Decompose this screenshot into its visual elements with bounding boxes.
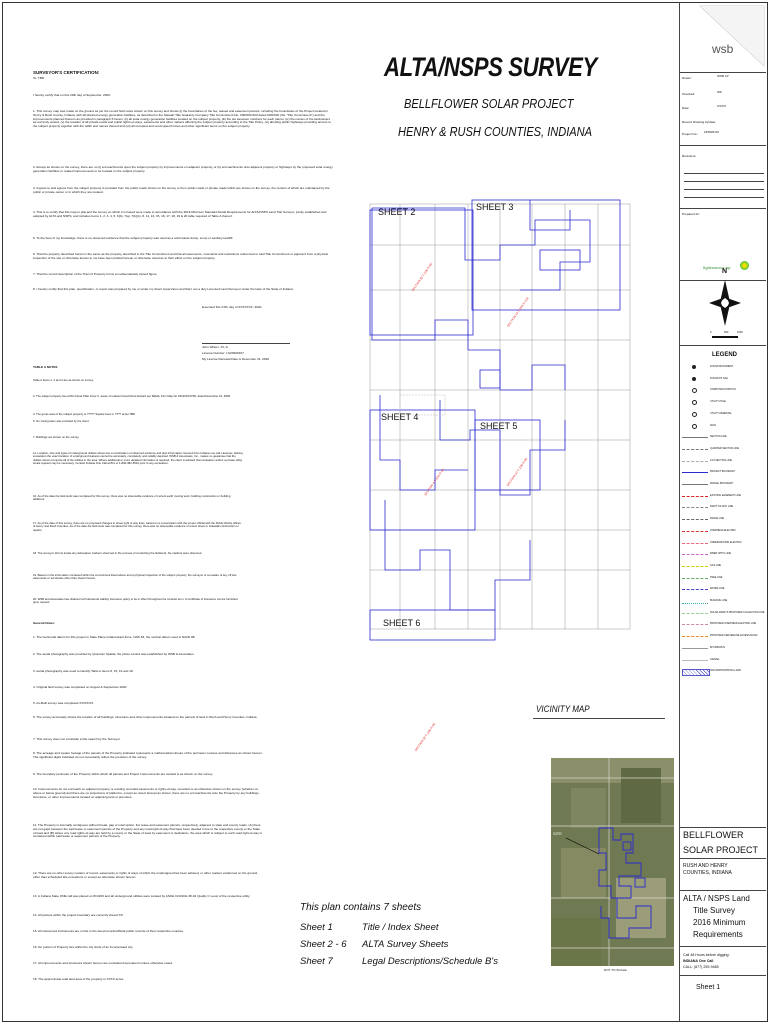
- legend-label: SECTION LINE: [710, 435, 727, 439]
- legend-symbol-icon: [692, 388, 697, 393]
- sheet-row-name: Sheet 7: [300, 956, 333, 967]
- legend-label: GRAVEL: [710, 657, 720, 661]
- legend-item: [682, 669, 766, 677]
- sheet-label: SHEET 6: [383, 618, 421, 628]
- legend-label: GAS LINE: [710, 563, 722, 567]
- sheet-row-name: Sheet 1: [300, 922, 333, 933]
- general-note: 9. The boundary perimeter of the Property within which all parcels and Project Improvements are located is as shown on the survey.: [33, 772, 214, 776]
- legend-item: [682, 529, 766, 537]
- scale-tick: 500: [724, 331, 729, 334]
- scale-tick: 0: [710, 331, 712, 334]
- scale-bar: [712, 336, 725, 338]
- project-no-value: 015828-00: [704, 130, 719, 134]
- general-note: 1. The horizontal datum for this project is State Plane Indiana East Zone, NAD 83, the vertical datum used is NAVD 88.: [33, 635, 196, 639]
- legend-symbol-icon: [682, 507, 708, 508]
- legend-symbol-icon: [682, 484, 708, 485]
- legend-label: RIGHT OF WAY LINE: [710, 505, 734, 509]
- legend-label: SIGN: [710, 423, 716, 427]
- legend-symbol-icon: [692, 412, 697, 417]
- legend-symbol-icon: [682, 660, 708, 661]
- client-logo-text: lightsource bp: [703, 265, 731, 270]
- cert-intro: I hereby certify that on this 29th day of September, 2020:: [33, 93, 111, 97]
- dig-notice: Call 48 Hours before digging:: [683, 953, 730, 957]
- general-note: 17. All improvements and structures shown hereon are considered permanent unless otherwise noted.: [33, 961, 173, 965]
- license-renewal: My License Renewal Date is December 31, 2020: [202, 357, 270, 361]
- table-a-note: Table A Items 1, 2 and 4 are as shown on survey.: [33, 378, 94, 382]
- table-a-note: 19. Based on the information contained within the commitment listed above and a physical inspection of the subject property, the surveyor is not aware of any off site easements or servitudes other than shown hereon.: [33, 573, 237, 581]
- cert-heading: SURVEYOR'S CERTIFICATION:: [33, 70, 100, 75]
- legend-item: [682, 447, 766, 455]
- legend-symbol-icon: [692, 377, 696, 381]
- legend-label: PROPOSED CENTERLINE ACCESS ROAD: [710, 634, 758, 638]
- legend-item: [682, 482, 766, 490]
- legend-label: UTILITY PEDESTAL: [710, 411, 732, 415]
- footer-type-line: Title Survey: [693, 906, 735, 915]
- legend-label: PROPOSED OVERHEAD ELECTRIC LINE: [710, 622, 757, 626]
- vicinity-map: [551, 758, 674, 966]
- legend-label: FIBER OPTIC LINE: [710, 552, 731, 556]
- general-note: 2. The aerial photography was provided by Quantum Spatial, the photo control was established by WSB & Associates.: [33, 652, 195, 656]
- general-note: 11. The Property is internally contiguous without break, gap or interruption. For lease and easement parcels, respectively, adjacent to state and county roads, (A) there are not gaps between the said lease or easement parcels of the Property and any road right-of-way that have been deeded in fee to the respective county or the State of Iowa and (B) where any road rights-of-way are held by a county or the State of Iowa by easement or dedication, the area which is subject to such road right-of-way is contained within said lease or easement parcels of the Property.: [33, 823, 262, 839]
- project-title: BELLFLOWER SOLAR PROJECT: [404, 96, 574, 111]
- legend-item: [682, 576, 766, 584]
- legend-symbol-icon: [682, 519, 708, 520]
- vicinity-scale-note: NOT TO SCALE: [604, 968, 627, 972]
- cert-to: To: TBD: [33, 76, 45, 80]
- legend-item: [682, 646, 766, 654]
- sheet-row-desc: ALTA Survey Sheets: [362, 939, 449, 950]
- wsb-logo-panel: [680, 3, 766, 73]
- legend-item: [682, 435, 766, 443]
- bp-helios-icon: [740, 261, 749, 270]
- record-label: Record Drawing by/date:: [682, 120, 717, 124]
- legend-label: COMPUTED POSITION: [710, 388, 736, 392]
- cert-item-5: 5. To the best of my knowledge, there is no observed evidence that the subject property was used as a solid waste dump, sump or sanitary landfill.: [33, 236, 234, 240]
- legend-symbol-icon: [682, 543, 708, 544]
- general-note: 8. The acreage and square footage of the parcels of the Property indicated represents a mathematical closure of the perimeter courses and distances as shown hereon. The significant digits indicated do not necessarily reflect the precision of the survey.: [33, 751, 263, 759]
- legend-item: [682, 622, 766, 630]
- legend-item: [682, 424, 766, 432]
- footer-project-line2: SOLAR PROJECT: [683, 845, 759, 855]
- vicinity-title: VICINITY MAP: [536, 704, 590, 715]
- legend-item: [682, 634, 766, 642]
- footer-type-line: 2016 Minimum: [693, 918, 746, 927]
- checked-value: WK: [717, 90, 722, 94]
- drawn-value: WSB LP: [717, 74, 729, 78]
- revisions-label: Revisions:: [682, 154, 697, 158]
- footer-type-line: ALTA / NSPS Land: [683, 894, 750, 903]
- legend-item: [682, 365, 766, 373]
- table-a-note: 6. No zoning letter was provided by the client.: [33, 419, 90, 423]
- project-location: HENRY & RUSH COUNTIES, INDIANA: [398, 124, 593, 139]
- legend-label: UTILITY POLE: [710, 400, 726, 404]
- legend-label: PROJECT BOUNDARY: [710, 470, 736, 474]
- legend-symbol-icon: [682, 472, 708, 473]
- road-label: SECTION 10 T-15N R-9E: [505, 456, 529, 488]
- road-label: SECTION 33 T-16N R-9E: [410, 261, 434, 293]
- legend-symbol-icon: [682, 566, 708, 567]
- legend-symbol-icon: [682, 578, 708, 579]
- cert-item-4: 4. This is to certify that this map or plat and the survey on which it is based were made in accordance with the 2016 Minimum Standard Detail Requirements for ALTA/NSPS Land Title Surveys, jointly established and adopted by ALTA and NSPS, and includes Items 1, 2, 3, 4, 5, 6(b), 7(a), 7(b)(1), 8, 11, 13, 15, 16, 17, 18, 19 & 20 table required of Table A thereof.: [33, 210, 327, 218]
- general-note: 4. Original field survey was completed on August & September 2020.: [33, 685, 128, 689]
- legend-heading: LEGEND: [712, 352, 738, 358]
- wsb-logo: wsb: [712, 42, 734, 56]
- table-a-note: 18. The surveyor did not locate any delineation markers observed in the process of conducting the fieldwork. No markers were observed.: [33, 551, 203, 555]
- dig-phone: CALL: (877) 259-9485: [683, 965, 719, 969]
- legend-item: [682, 388, 766, 396]
- general-note: 14. All parcels within the project boundary are currently Zoned XX.: [33, 913, 124, 917]
- cert-item-8: 8. I hereby certify that this plan, specification, or report was prepared by me or under my direct supervision and that I am a duly Licensed Land Surveyor under the laws of the State of Indiana.: [33, 287, 294, 291]
- legend-symbol-icon: [682, 648, 708, 649]
- legend-item: [682, 377, 766, 385]
- general-note: 10. Improvements do not encroach on adjacent property or existing recorded easements or rights-of-way, recorded or as otherwise shown on the survey (whether on, above or below ground) and there are no projections of platforms, except as noted. Except as shown, there are no encroachments onto the Property by any buildings, structures, or other improvements located on adjoining land or premises.: [33, 787, 260, 799]
- general-note: 6. The survey accurately shows the location of all buildings, structures and other improvements situated on the parcels of land in Rush and Henry Counties, Indiana.: [33, 715, 258, 719]
- signature-line: [202, 343, 290, 344]
- legend-symbol-icon: [682, 624, 708, 625]
- road-label: SECTION 33 T-16N R-9E: [413, 721, 437, 753]
- legend-item: [682, 494, 766, 502]
- table-a-note: 7. Buildings are shown on the survey.: [33, 435, 80, 439]
- cert-item-7: 7. That the record description of the Tract of Property forms a mathematically closed figure.: [33, 272, 158, 276]
- legend-symbol-icon: [682, 636, 708, 637]
- cert-item-3: 3. Ingress to and egress from the subject property is provided from the public roads shown on the survey or from public roads or private roads which are shown on the survey, the centers of which are maintained by the public or private owner or in which they are located.: [33, 186, 330, 194]
- cert-executed: Executed this XXth day of XXXXXXX, 2020.: [202, 305, 263, 309]
- sheet-label: SHEET 4: [381, 412, 419, 422]
- legend-symbol-icon: [682, 461, 708, 462]
- table-a-note: 4. The gross area of the subject property is ????? Square Feet or ???? acres TBD: [33, 412, 136, 416]
- legend-label: BITUMINOUS: [710, 645, 726, 649]
- legend-item: [682, 587, 766, 595]
- legend-item: [682, 564, 766, 572]
- legend-item: [682, 599, 766, 607]
- legend-label: FOUND MONUMENT: [710, 365, 734, 368]
- legend-symbol-icon: [682, 601, 708, 604]
- date-value: XX/XX: [717, 104, 727, 108]
- legend-symbol-icon: [692, 400, 697, 405]
- table-a-note: 3. The subject property lies within Flood Plain Zone X, areas of undetermined Flood Hazard per FEMA, Firm Map No 18139C0175D, dated December 16, 2008.: [33, 394, 231, 398]
- footer-type-line: Requirements: [693, 930, 743, 939]
- legend-item: [682, 658, 766, 666]
- table-a-note: 16. As of the date the field work was completed for this survey, there was no observable evidence of current earth moving work, building construction or building additions.: [33, 494, 231, 502]
- north-label: N: [722, 268, 728, 275]
- license-number: License Number: LS20900107: [202, 351, 244, 355]
- prepared-for-label: Prepared for:: [682, 212, 701, 216]
- general-note: 5. As-Built survey was completed XX/XX/XX.: [33, 701, 95, 705]
- legend-label: TREE LINE: [710, 575, 723, 579]
- general-note: 15. All referenced instruments are on file in the deed records/official public records of their respective counties.: [33, 929, 184, 933]
- legend-label: NON-PARTICIPATING LAND: [710, 669, 741, 673]
- legend-symbol-icon: [692, 424, 697, 429]
- table-a-note: 20. WSB and Associates has obtained a Professional Liability Insurance policy to be in effect throughout the contract term. A Certificate of Insurance can be furnished upon request.: [33, 597, 238, 605]
- legend-label: FOUND PK NAIL: [710, 376, 729, 380]
- sheet-row-name: Sheet 2 - 6: [300, 939, 347, 950]
- signer-name: John Wilson, P.L.S.: [202, 345, 229, 349]
- project-no-label: Project No.:: [682, 132, 699, 136]
- legend-symbol-icon: [682, 669, 710, 676]
- legend-item: [682, 517, 766, 525]
- scale-tick: 1000: [737, 331, 743, 334]
- legend-item: [682, 412, 766, 420]
- sheet-label: SHEET 2: [378, 207, 416, 217]
- legend-item: [682, 611, 766, 619]
- cert-item-2: 2. Except as shown on the survey, there are no (i) encroachments upon the subject property by improvements on adjacent property, or (ii) encroachments onto adjacent property or highways by the proposed solar energy generation facilities or related improvements to be located on the subject property.: [33, 165, 333, 173]
- legend-symbol-icon: [682, 496, 708, 497]
- survey-title: ALTA/NSPS SURVEY: [384, 52, 597, 82]
- legend-symbol-icon: [682, 613, 708, 614]
- legend-label: BUILDING LINE: [710, 599, 728, 602]
- legend-item: [682, 400, 766, 408]
- sheet-row-desc: Title / Index Sheet: [362, 922, 439, 933]
- legend-item: [682, 505, 766, 513]
- legend-symbol-icon: [682, 589, 708, 590]
- general-note: 18. The approximate total land area of the property is XXXX acres.: [33, 977, 125, 981]
- legend-symbol-icon: [682, 531, 708, 532]
- road-label: SECTION 10 T-15N R-10E: [505, 296, 530, 328]
- legend-label: WATER LINE: [710, 587, 725, 591]
- cert-item-1: 1. This survey map was made on the ground as per the record field notes shown on this survey and shows (i) the boundaries of the fee, leased and easement parcels, including the boundaries of the Project located in Henry & Rush County, Indiana, with all planned energy generation facilities, as described in the Stewart Title Guaranty Company Title Commitment No. 20000SI-523 dated 09/03/20 (the "Title Commitment") and the improvements planned thereon as provided in paragraph 6 herein, (ii) all solar energy generation facilities located on the subject property, (iii) the tax assessor numbers for each parcel, (iv) the names of the landowners as currently vested, (v) the location of all private roads and public rights-of-ways, easements and other matters affecting the subject property according to the Title Policy, (vi) abutting public highways providing access to the subject property together with the width and names thereof and (vii) all occupied and unoccupied homes and other significant items on the subject property.: [33, 109, 331, 129]
- legend-label: QUARTER SECTION LINE: [710, 446, 739, 450]
- legend-item: [682, 470, 766, 478]
- general-note: 16. No portion of Property lies within the city limits of an incorporated city.: [33, 945, 134, 949]
- general-note: 3. Aerial photography was used to identify Table A Items 8, 15, 16 and 18.: [33, 669, 134, 673]
- checked-label: Checked:: [682, 92, 696, 96]
- north-arrow-icon: [707, 278, 743, 328]
- legend-label: FENCE LINE: [710, 517, 725, 521]
- road-label: SECTION 4 T-15N R-9E: [423, 467, 446, 497]
- legend-label: EXISTING EASEMENT LINE: [710, 493, 741, 497]
- legend-symbol-icon: [682, 437, 708, 438]
- sheet-number: Sheet 1: [696, 984, 721, 991]
- general-note: 13. A Indiana State ONE call was placed on 8/13/20 and all underground utilities were located by ASCE CI/ASCE 38-02 Quality C Level of the respective utility.: [33, 894, 251, 898]
- legend-label: SOLAR ARRAYS PROPOSED COLLECTION LINE: [710, 610, 765, 614]
- legend-item: [682, 552, 766, 560]
- legend-item: [682, 541, 766, 549]
- sheet-row-desc: Legal Descriptions/Schedule B's: [362, 956, 498, 967]
- general-notes-heading: General Notes:: [33, 621, 56, 625]
- general-note: 12. There are no other survey matters of record, easements or rights of ways of which the undersigned has been advised, or other matters evidenced on the ground, other than scheduled title exceptions or except as otherwise shown hereon.: [33, 871, 258, 879]
- drawn-label: Drawn:: [682, 76, 692, 80]
- legend-label: UNDERGROUND ELECTRIC: [710, 540, 742, 544]
- cert-item-6: 6. That the property described herein is the same as the property described in the Title Commitment and that all easements, covenants and restrictions referenced in said Title Commitment or apparent from a physical inspection of the site or otherwise known to me have been plotted hereon or otherwise noted as to their effect on the subject property.: [33, 252, 328, 260]
- legend-label: 1/16 SECTION LINE: [710, 458, 732, 462]
- legend-symbol-icon: [682, 554, 708, 555]
- legend-symbol-icon: [682, 449, 708, 450]
- vicinity-site-label: SITE: [553, 831, 562, 836]
- sheet-label: SHEET 5: [480, 421, 518, 431]
- footer-county: RUSH AND HENRY COUNTIES, INDIANA: [683, 863, 732, 876]
- sheet-label: SHEET 3: [476, 202, 514, 212]
- table-a-heading: TABLE A NOTES: [33, 365, 58, 369]
- sheets-title: This plan contains 7 sheets: [300, 902, 422, 913]
- table-a-note: 17. As of the date of this survey, there are no proposed changes in street right of way lines, based on a conversation with the proper official with the Public Works offices of Henry and Rush Counties. As of the date the field work was completed for this survey, there was no observable evidence of recent street or sidewalk construction or repairs.: [33, 521, 241, 532]
- table-a-note: 11. Location, size and types of underground utilities shown are a combination of observed evidence and plan information received from Indiana one call. However, lacking excavation the exact location of underground features cannot be accurately, completely, and reliably depicted. WSB & Associates, Inc., makes no guarantee that the utilities shown comprise all of the utilities in the area. Where additional or more detailed information is required, the client is advised that excavation and/or a private utility locate request may be necessary. Contact Indiana One Call at 811 or 1-800-382-5544 prior to any excavation.: [33, 451, 243, 466]
- date-label: Date:: [682, 106, 690, 110]
- footer-project-line1: BELLFLOWER: [683, 830, 744, 840]
- dig-one-call: INDIANA One Call: [683, 959, 714, 963]
- legend-item: [682, 459, 766, 467]
- legend-label: PARCEL BOUNDARY: [710, 482, 734, 485]
- legend-symbol-icon: [692, 365, 696, 369]
- legend-label: OVERHEAD ELECTRIC: [710, 528, 736, 532]
- general-note: 7. This survey does not constitute a title search by the Surveyor.: [33, 737, 121, 741]
